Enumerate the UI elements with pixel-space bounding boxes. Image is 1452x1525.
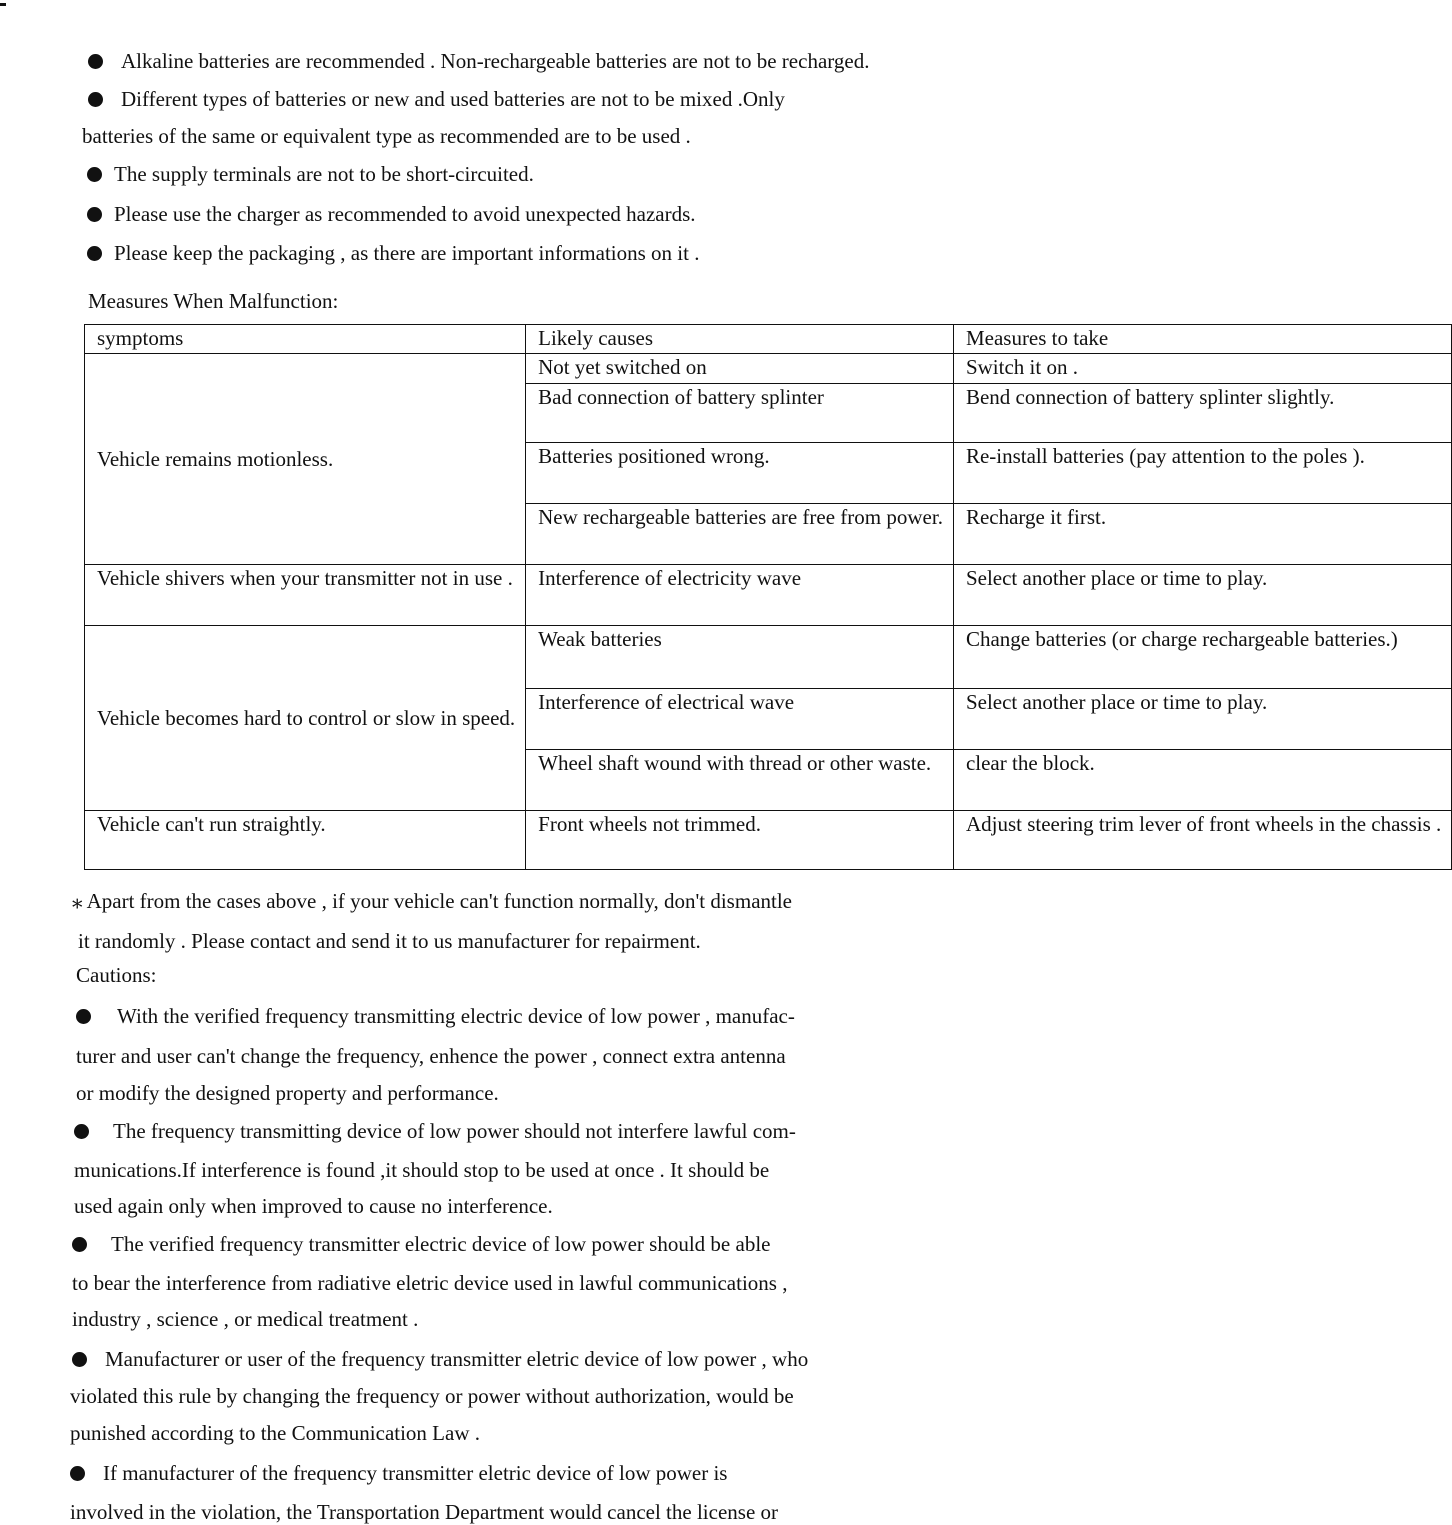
bullet-icon [72,1237,87,1252]
battery-note-4-text: Please use the charger as recommended to avoid unexpected hazards. [114,202,696,226]
table-row [85,811,1452,870]
battery-note-2 [88,86,785,112]
cause-cell: Interference of electricity wave [526,565,954,626]
caution-3 [72,1231,770,1257]
table-title: Measures When Malfunction: [88,289,339,313]
caution-2-cont: munications.If interference is found ,it should stop to be used at once . It should be [74,1158,770,1182]
header-causes: Likely causes [526,325,954,354]
measure-cell: clear the block. [953,750,1451,811]
battery-note-5-text: Please keep the packaging , as there are important informations on it . [114,241,700,265]
cause-cell: Batteries positioned wrong. [526,443,954,504]
note-line-2: it randomly . Please contact and send it to us manufacturer for repairment. [78,929,701,953]
caution-2-cont2: used again only when improved to cause no interference. [74,1194,553,1218]
measure-cell: Bend connection of battery splinter slightly. [953,384,1451,443]
bullet-icon [70,1466,85,1481]
bullet-icon [76,1009,91,1024]
caution-5-text: If manufacturer of the frequency transmitter eletric device of low power is [103,1461,728,1485]
battery-note-2-cont [82,123,691,149]
table-header-row [85,325,1452,354]
cause-cell: Bad connection of battery splinter [526,384,954,443]
caution-3-cont: to bear the interference from radiative eletric device used in lawful communications , [72,1271,788,1295]
caution-5 [70,1460,727,1486]
bullet-icon [88,92,103,107]
caution-1-cont: turer and user can't change the frequency, enhence the power , connect extra antenna [76,1044,786,1068]
caution-1-cont2: or modify the designed property and performance. [76,1081,499,1105]
table-row [85,565,1452,626]
cause-cell: Wheel shaft wound with thread or other waste. [526,750,954,811]
cause-cell: Interference of electrical wave [526,689,954,750]
symptom-cell: Vehicle becomes hard to control or slow in speed. [85,626,526,811]
cause-cell: New rechargeable batteries are free from power. [526,504,954,565]
cause-cell: Front wheels not trimmed. [526,811,954,870]
caution-4-cont: violated this rule by changing the frequency or power without authorization, would be [70,1384,794,1408]
battery-note-5 [87,240,699,266]
measure-cell: Adjust steering trim lever of front wheels in the chassis . [953,811,1451,870]
caution-2-text: The frequency transmitting device of low power should not interfere lawful com- [113,1119,796,1143]
caution-5-cont: involved in the violation, the Transportation Department would cancel the license or [70,1500,779,1524]
table-row [85,354,1452,384]
cautions-title: Cautions: [76,963,157,987]
measure-cell: Switch it on . [953,354,1451,384]
caution-2 [74,1118,796,1144]
bullet-icon [72,1352,87,1367]
scan-mark [0,3,6,6]
measure-cell: Select another place or time to play. [953,565,1451,626]
caution-4-text: Manufacturer or user of the frequency transmitter eletric device of low power , who [105,1347,809,1371]
header-measures: Measures to take [953,325,1451,354]
measure-cell: Select another place or time to play. [953,689,1451,750]
bullet-icon [74,1124,89,1139]
battery-note-2-text: Different types of batteries or new and used batteries are not to be mixed .Only [121,87,785,111]
bullet-icon [87,246,102,261]
measure-cell: Recharge it first. [953,504,1451,565]
battery-note-3-text: The supply terminals are not to be short-circuited. [114,162,534,186]
battery-note-3 [87,161,534,187]
bullet-icon [87,207,102,222]
cause-cell: Not yet switched on [526,354,954,384]
caution-1-text: With the verified frequency transmitting electric device of low power , manufac- [117,1004,795,1028]
battery-note-2-cont-text: batteries of the same or equivalent type as recommended are to be used . [82,124,691,148]
cause-cell: Weak batteries [526,626,954,689]
table-row [85,626,1452,689]
caution-4-cont2: punished according to the Communication Law . [70,1421,480,1445]
measure-cell: Change batteries (or charge rechargeable batteries.) [953,626,1451,689]
malfunction-table [84,324,1452,870]
caution-3-text: The verified frequency transmitter electric device of low power should be able [111,1232,771,1256]
bullet-icon [88,54,103,69]
symptom-cell: Vehicle remains motionless. [85,354,526,565]
battery-note-4 [87,201,696,227]
measure-cell: Re-install batteries (pay attention to the poles ). [953,443,1451,504]
caution-3-cont2: industry , science , or medical treatment . [72,1307,419,1331]
bullet-icon [87,167,102,182]
caution-4 [72,1346,808,1372]
battery-note-1 [88,48,869,74]
caution-1 [76,1003,795,1029]
symptom-cell: Vehicle can't run straightly. [85,811,526,870]
header-symptoms: symptoms [85,325,526,354]
note-line-1: ⁎ Apart from the cases above , if your vehicle can't function normally, don't dismantle [72,889,792,913]
symptom-cell: Vehicle shivers when your transmitter not in use . [85,565,526,626]
battery-note-1-text: Alkaline batteries are recommended . Non-rechargeable batteries are not to be recharged. [121,49,870,73]
